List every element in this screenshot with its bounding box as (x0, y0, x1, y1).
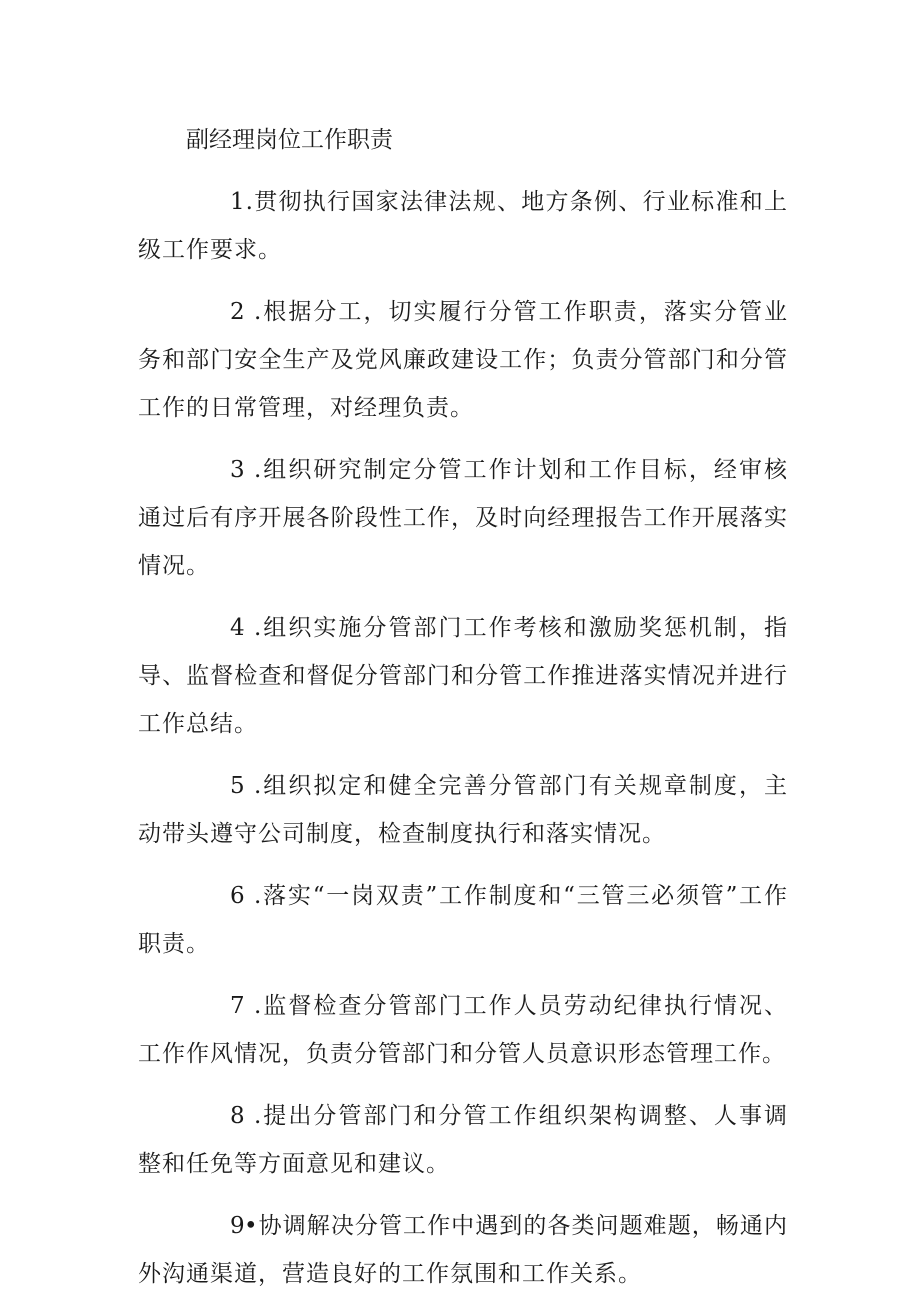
duty-item-3 (138, 446, 788, 590)
duty-item-7 (138, 982, 788, 1078)
item-text: 组织研究制定分管工作计划和工作目标，经审核通过后有序开展各阶段性工作，及时向经理报告工作开展落实情况。 (138, 457, 788, 579)
document-page (138, 116, 788, 1312)
item-text: 组织拟定和健全完善分管部门有关规章制度，主动带头遵守公司制度，检查制度执行和落实情况。 (138, 773, 788, 847)
item-number: 7 . (230, 993, 263, 1019)
item-number: 4 . (230, 615, 263, 641)
item-number: 2 . (230, 299, 263, 325)
item-number: 6 . (230, 883, 263, 909)
item-number: 8 . (230, 1103, 263, 1129)
item-text: •协调解决分管工作中遇到的各类问题难题，畅通内外沟通渠道，营造良好的工作氛围和工作关系。 (138, 1213, 788, 1287)
item-text: 落实“一岗双责”工作制度和“三管三必须管”工作职责。 (138, 883, 788, 957)
item-text: 根据分工，切实履行分管工作职责，落实分管业务和部门安全生产及党风廉政建设工作；负责分管部门和分管工作的日常管理，对经理负责。 (138, 299, 788, 421)
duty-item-8 (138, 1092, 788, 1188)
duty-item-9 (138, 1202, 788, 1298)
duty-item-1 (138, 178, 788, 274)
item-text: 组织实施分管部门工作考核和激励奖惩机制，指导、监督检查和督促分管部门和分管工作推进落实情况并进行工作总结。 (138, 615, 788, 737)
item-number: 9 (230, 1213, 246, 1239)
duty-item-6 (138, 872, 788, 968)
duty-item-5 (138, 762, 788, 858)
item-number: 1. (230, 189, 254, 215)
item-text: 监督检查分管部门工作人员劳动纪律执行情况、工作作风情况，负责分管部门和分管人员意识形态管理工作。 (138, 993, 788, 1067)
item-number: 3 . (230, 457, 263, 483)
duty-item-2 (138, 288, 788, 432)
item-text: 贯彻执行国家法律法规、地方条例、行业标准和上级工作要求。 (138, 189, 788, 263)
document-title: 副经理岗位工作职责 (186, 127, 393, 153)
item-number: 5 . (230, 773, 263, 799)
item-text: 提出分管部门和分管工作组织架构调整、人事调整和任免等方面意见和建议。 (138, 1103, 788, 1177)
duty-item-4 (138, 604, 788, 748)
